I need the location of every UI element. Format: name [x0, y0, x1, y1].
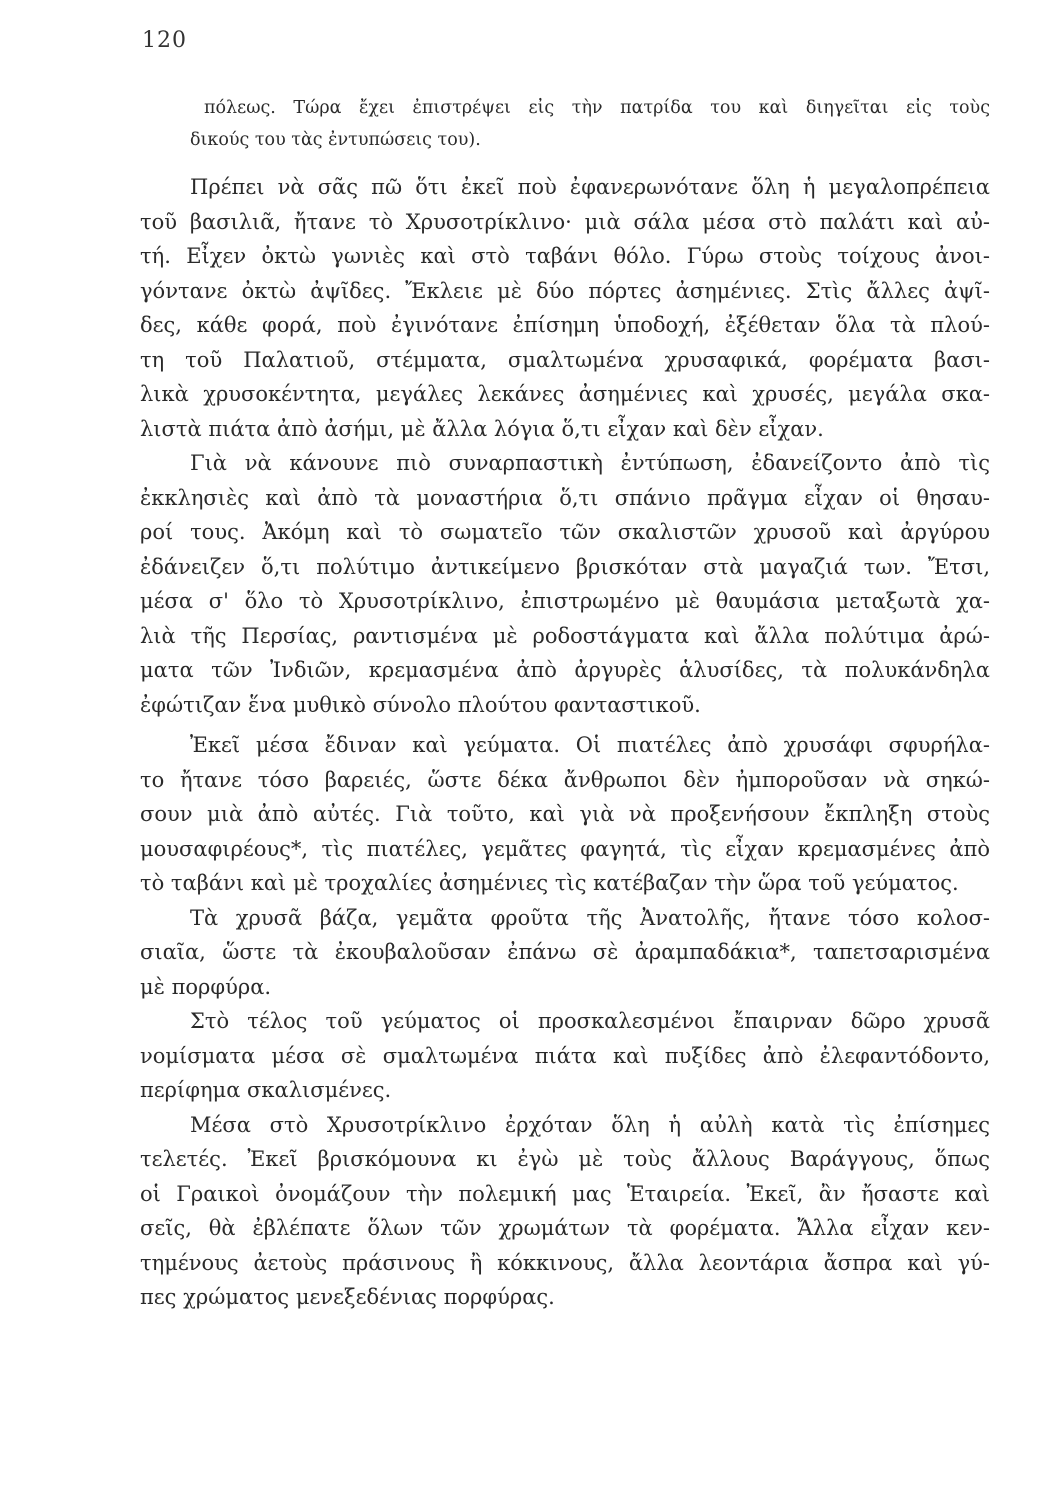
text-line: λιστὰ πιάτα ἀπὸ ἀσήμι, μὲ ἄλλα λόγια ὅ,τι εἶχαν καὶ δὲν εἶχαν. — [140, 416, 824, 441]
text-line: λικὰ χρυσοκέντητα, μεγάλες λεκάνες ἀσημένιες καὶ χρυσές, μεγάλα σκα- — [140, 382, 990, 406]
text-line: μέσα σ' ὅλο τὸ Χρυσοτρίκλινο, ἐπιστρωμένο μὲ θαυμάσια μεταξωτὰ χα- — [140, 589, 990, 613]
text-line: ἐφώτιζαν ἕνα μυθικὸ σύνολο πλούτου φανταστικοῦ. — [140, 692, 701, 717]
page-number: 120 — [142, 28, 187, 53]
text-line: πόλεως. Τώρα ἔχει ἐπιστρέψει εἰς τὴν πατρίδα του καὶ διηγεῖται εἰς τοὺς — [204, 98, 990, 118]
text-line: δικούς του τὰς ἐντυπώσεις του). — [190, 130, 481, 150]
text-line: τημένους ἀετοὺς πράσινους ἢ κόκκινους, ἄλλα λεοντάρια ἄσπρα καὶ γύ- — [140, 1250, 990, 1275]
text-line: Ἐκεῖ μέσα ἔδιναν καὶ γεύματα. Οἱ πιατέλες ἀπὸ χρυσάφι σφυρήλα- — [190, 733, 990, 757]
text-line: σιαῖα, ὥστε τὰ ἐκουβαλοῦσαν ἐπάνω σὲ ἀραμπαδάκια*, ταπετσαρισμένα — [140, 940, 990, 964]
body-text — [140, 92, 990, 1315]
text-line: οἱ Γραικοὶ ὀνομάζουν τὴν πολεμική μας Ἑταιρεία. Ἐκεῖ, ἂν ἤσαστε καὶ — [140, 1181, 990, 1206]
text-line: λιὰ τῆς Περσίας, ραντισμένα μὲ ροδοστάγματα καὶ ἄλλα πολύτιμα ἀρώ- — [140, 623, 990, 648]
text-line: τελετές. Ἐκεῖ βρισκόμουνα κι ἐγὼ μὲ τοὺς ἄλλους Βαράγγους, ὅπως — [140, 1147, 990, 1171]
text-line: σεῖς, θὰ ἐβλέπατε ὅλων τῶν χρωμάτων τὰ φορέματα. Ἄλλα εἶχαν κεν- — [140, 1216, 990, 1240]
text-line: το ἤτανε τόσο βαρειές, ὥστε δέκα ἄνθρωποι δὲν ἠμποροῦσαν νὰ σηκώ- — [140, 767, 990, 792]
text-line: σουν μιὰ ἀπὸ αὐτές. Γιὰ τοῦτο, καὶ γιὰ νὰ προξενήσουν ἔκπληξη στοὺς — [140, 802, 990, 826]
text-line: νομίσματα μέσα σὲ σμαλτωμένα πιάτα καὶ πυξίδες ἀπὸ ἐλεφαντόδοντο, — [140, 1043, 990, 1068]
text-line: τοῦ βασιλιᾶ, ἤτανε τὸ Χρυσοτρίκλινο· μιὰ σάλα μέσα στὸ παλάτι καὶ αὐ- — [140, 209, 990, 234]
text-line: ἐκκλησιὲς καὶ ἀπὸ τὰ μοναστήρια ὅ,τι σπάνιο πρᾶγμα εἶχαν οἱ θησαυ- — [140, 485, 990, 510]
text-line: τή. Εἶχεν ὀκτὼ γωνιὲς καὶ στὸ ταβάνι θόλο. Γύρω στοὺς τοίχους ἀνοι- — [140, 244, 990, 268]
text-line: μὲ πορφύρα. — [140, 974, 272, 999]
text-line: ἐδάνειζεν ὅ,τι πολύτιμο ἀντικείμενο βρισκόταν στὰ μαγαζιά των. Ἔτσι, — [140, 554, 990, 579]
text-line: μουσαφιρέους*, τὶς πιατέλες, γεμᾶτες φαγητά, τὶς εἶχαν κρεμασμένες ἀπὸ — [140, 836, 990, 861]
text-line: Πρέπει νὰ σᾶς πῶ ὅτι ἐκεῖ ποὺ ἐφανερωνότανε ὅλη ἡ μεγαλοπρέπεια — [190, 175, 990, 199]
text-line: Στὸ τέλος τοῦ γεύματος οἱ προσκαλεσμένοι ἔπαιρναν δῶρο χρυσᾶ — [190, 1009, 990, 1033]
text-line: τη τοῦ Παλατιοῦ, στέμματα, σμαλτωμένα χρυσαφικά, φορέματα βασι- — [140, 347, 990, 372]
text-line: τὸ ταβάνι καὶ μὲ τροχαλίες ἀσημένιες τὶς κατέβαζαν τὴν ὥρα τοῦ γεύματος. — [140, 871, 959, 895]
text-line: Τὰ χρυσᾶ βάζα, γεμᾶτα φροῦτα τῆς Ἀνατολῆς, ἤτανε τόσο κολοσ- — [190, 905, 990, 930]
text-line: Μέσα στὸ Χρυσοτρίκλινο ἐρχόταν ὅλη ἡ αὐλὴ κατὰ τὶς ἐπίσημες — [190, 1112, 990, 1137]
text-line: δες, κάθε φορά, ποὺ ἐγινότανε ἐπίσημη ὑποδοχή, ἐξέθεταν ὅλα τὰ πλού- — [140, 313, 990, 337]
text-line: περίφημα σκαλισμένες. — [140, 1078, 392, 1102]
text-line: πες χρώματος μενεξεδένιας πορφύρας. — [140, 1285, 555, 1309]
text-line: ροί τους. Ἀκόμη καὶ τὸ σωματεῖο τῶν σκαλιστῶν χρυσοῦ καὶ ἀργύρου — [140, 520, 990, 544]
text-line: γόντανε ὀκτὼ ἀψῖδες. Ἔκλειε μὲ δύο πόρτες ἀσημένιες. Στὶς ἄλλες ἀψῖ- — [140, 278, 990, 303]
text-line: Γιὰ νὰ κάνουνε πιὸ συναρπαστικὴ ἐντύπωση, ἐδανείζοντο ἀπὸ τὶς — [190, 451, 990, 475]
text-line: ματα τῶν Ἰνδιῶν, κρεμασμένα ἀπὸ ἀργυρὲς ἁλυσίδες, τὰ πολυκάνδηλα — [140, 658, 990, 682]
